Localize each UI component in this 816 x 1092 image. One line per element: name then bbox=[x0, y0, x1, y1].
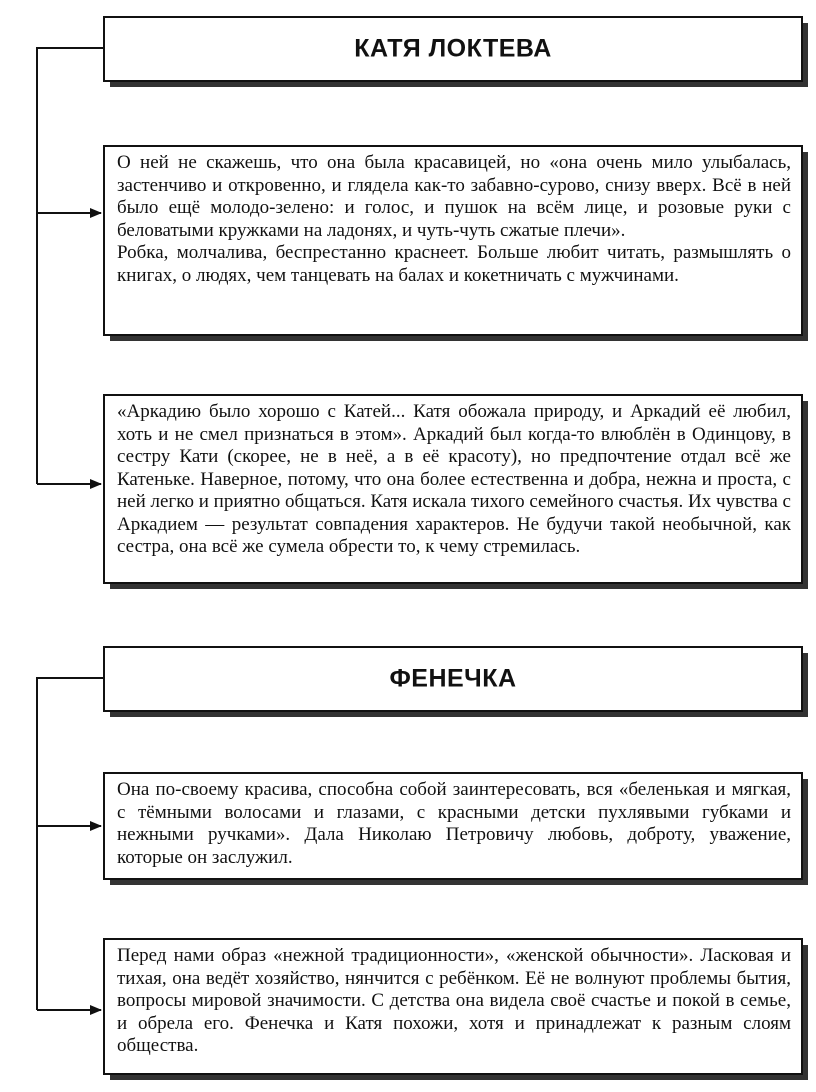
section1-box1-para1: О ней не скажешь, что она была красавицей, но «она очень мило улыбалась, застенчиво и откровенно, и глядела как-то забавно-сурово, снизу вверх. Всё в ней было ещё молодо-зелено: и голос, и пушок на всём лице, и розовые руки с беловатыми кружками на ладонях, и чуть-чуть сжатые плечи». bbox=[117, 152, 791, 241]
section1-box1 bbox=[103, 145, 803, 336]
section1-box1-para2: Робка, молчалива, беспрестанно краснеет. Больше любит читать, размышлять о книгах, о людях, чем танцевать на балах и кокетничать с мужчинами. bbox=[117, 242, 791, 286]
section2-box1 bbox=[103, 772, 803, 880]
section1-title-box bbox=[103, 16, 803, 82]
section1-box2-para1: «Аркадию было хорошо с Катей... Катя обожала природу, и Аркадий её любил, хоть и не смел признаться в этом». Аркадий был когда-то влюблён в Одинцову, в сестру Кати (скорее, не в неё, а в её красоту), но предпочтение отдал всё же Катеньке. Наверное, потому, что она более естественна и добра, нежна и проста, с ней легко и приятно общаться. Катя искала тихого семейного счастья. Их чувства с Аркадием — результат совпадения характеров. Не будучи такой необычной, как сестра, она всё же сумела обрести то, к чему стремилась. bbox=[117, 401, 791, 557]
section2-box1-para1: Она по-своему красива, способна собой заинтересовать, вся «беленькая и мягкая, с тёмными волосами и глазами, с красными детски пухлявыми губками и нежными ручками». Дала Николаю Петровичу любовь, доброту, уважение, которые он заслужил. bbox=[117, 779, 791, 868]
section1-title: КАТЯ ЛОКТЕВА bbox=[354, 34, 552, 63]
section1-box2 bbox=[103, 394, 803, 584]
section2-connector bbox=[37, 678, 103, 1010]
section2-title: ФЕНЕЧКА bbox=[389, 664, 517, 693]
section1-connector bbox=[37, 48, 103, 484]
section2-box2 bbox=[103, 938, 803, 1075]
section2-box2-para1: Перед нами образ «нежной традиционности», «женской обычности». Ласковая и тихая, она ведёт хозяйство, нянчится с ребёнком. Её не волнуют проблемы бытия, вопросы мировой значимости. С детства она видела своё счастье и покой в семье, и обрела его. Фенечка и Катя похожи, хотя и принадлежат к разным слоям общества. bbox=[117, 945, 791, 1056]
section2-title-box bbox=[103, 646, 803, 712]
